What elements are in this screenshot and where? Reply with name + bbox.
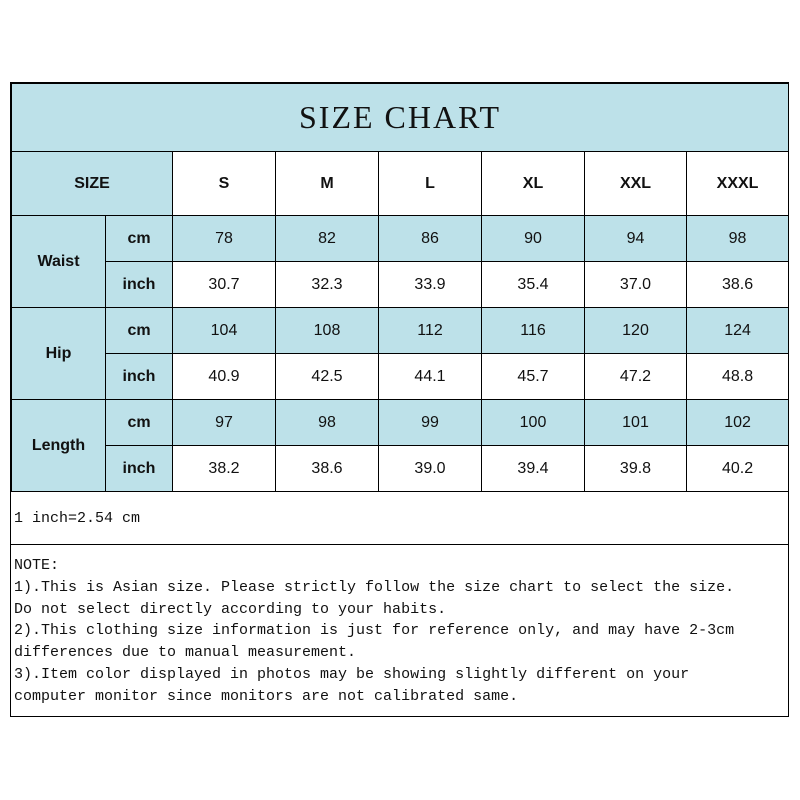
table-cell: 108 <box>276 308 379 354</box>
table-cell: 101 <box>585 400 687 446</box>
table-cell: 40.2 <box>687 446 789 492</box>
table-cell: 38.2 <box>173 446 276 492</box>
table-cell: 82 <box>276 216 379 262</box>
table-cell: 86 <box>379 216 482 262</box>
size-col-xxl: XXL <box>585 152 687 216</box>
unit-inch: inch <box>106 262 173 308</box>
unit-cm: cm <box>106 400 173 446</box>
table-cell: 116 <box>482 308 585 354</box>
length-cm-row <box>12 400 789 446</box>
unit-cm: cm <box>106 308 173 354</box>
table-cell: 30.7 <box>173 262 276 308</box>
table-cell: 32.3 <box>276 262 379 308</box>
note-line: 1).This is Asian size. Please strictly follow the size chart to select the size. <box>14 578 735 596</box>
table-cell: 35.4 <box>482 262 585 308</box>
table-cell: 98 <box>687 216 789 262</box>
waist-cm-row <box>12 216 789 262</box>
size-col-l: L <box>379 152 482 216</box>
note-line: differences due to manual measurement. <box>14 644 357 662</box>
table-cell: 44.1 <box>379 354 482 400</box>
unit-inch: inch <box>106 354 173 400</box>
table-cell: 112 <box>379 308 482 354</box>
table-cell: 97 <box>173 400 276 446</box>
table-cell: 33.9 <box>379 262 482 308</box>
note-line: 3).Item color displayed in photos may be showing slightly different on your <box>14 665 690 683</box>
table-cell: 39.4 <box>482 446 585 492</box>
table-cell: 48.8 <box>687 354 789 400</box>
table-cell: 124 <box>687 308 789 354</box>
table-cell: 38.6 <box>276 446 379 492</box>
length-inch-row <box>12 446 789 492</box>
size-col-xl: XL <box>482 152 585 216</box>
hip-cm-row <box>12 308 789 354</box>
table-cell: 78 <box>173 216 276 262</box>
table-cell: 38.6 <box>687 262 789 308</box>
size-header-label: SIZE <box>12 152 173 216</box>
size-chart-frame <box>10 82 789 717</box>
length-label: Length <box>12 400 106 492</box>
table-cell: 40.9 <box>173 354 276 400</box>
table-cell: 100 <box>482 400 585 446</box>
waist-label: Waist <box>12 216 106 308</box>
size-col-m: M <box>276 152 379 216</box>
table-cell: 37.0 <box>585 262 687 308</box>
unit-inch: inch <box>106 446 173 492</box>
table-cell: 45.7 <box>482 354 585 400</box>
table-cell: 99 <box>379 400 482 446</box>
table-cell: 90 <box>482 216 585 262</box>
table-cell: 39.8 <box>585 446 687 492</box>
table-cell: 120 <box>585 308 687 354</box>
table-cell: 42.5 <box>276 354 379 400</box>
table-cell: 94 <box>585 216 687 262</box>
size-chart-table <box>11 83 789 492</box>
table-cell: 98 <box>276 400 379 446</box>
table-cell: 47.2 <box>585 354 687 400</box>
unit-cm: cm <box>106 216 173 262</box>
notes-heading: NOTE: <box>14 557 60 574</box>
conversion-note: 1 inch=2.54 cm <box>11 491 788 545</box>
size-header-row <box>12 152 789 216</box>
note-line: computer monitor since monitors are not calibrated same. <box>14 687 519 705</box>
table-cell: 102 <box>687 400 789 446</box>
hip-inch-row <box>12 354 789 400</box>
size-col-xxxl: XXXL <box>687 152 789 216</box>
note-line: Do not select directly according to your habits. <box>14 600 447 618</box>
table-cell: 39.0 <box>379 446 482 492</box>
hip-label: Hip <box>12 308 106 400</box>
waist-inch-row <box>12 262 789 308</box>
table-cell: 104 <box>173 308 276 354</box>
note-line: 2).This clothing size information is just for reference only, and may have 2-3cm <box>14 622 735 640</box>
notes-block <box>11 555 788 708</box>
chart-title: SIZE CHART <box>12 84 789 152</box>
size-col-s: S <box>173 152 276 216</box>
